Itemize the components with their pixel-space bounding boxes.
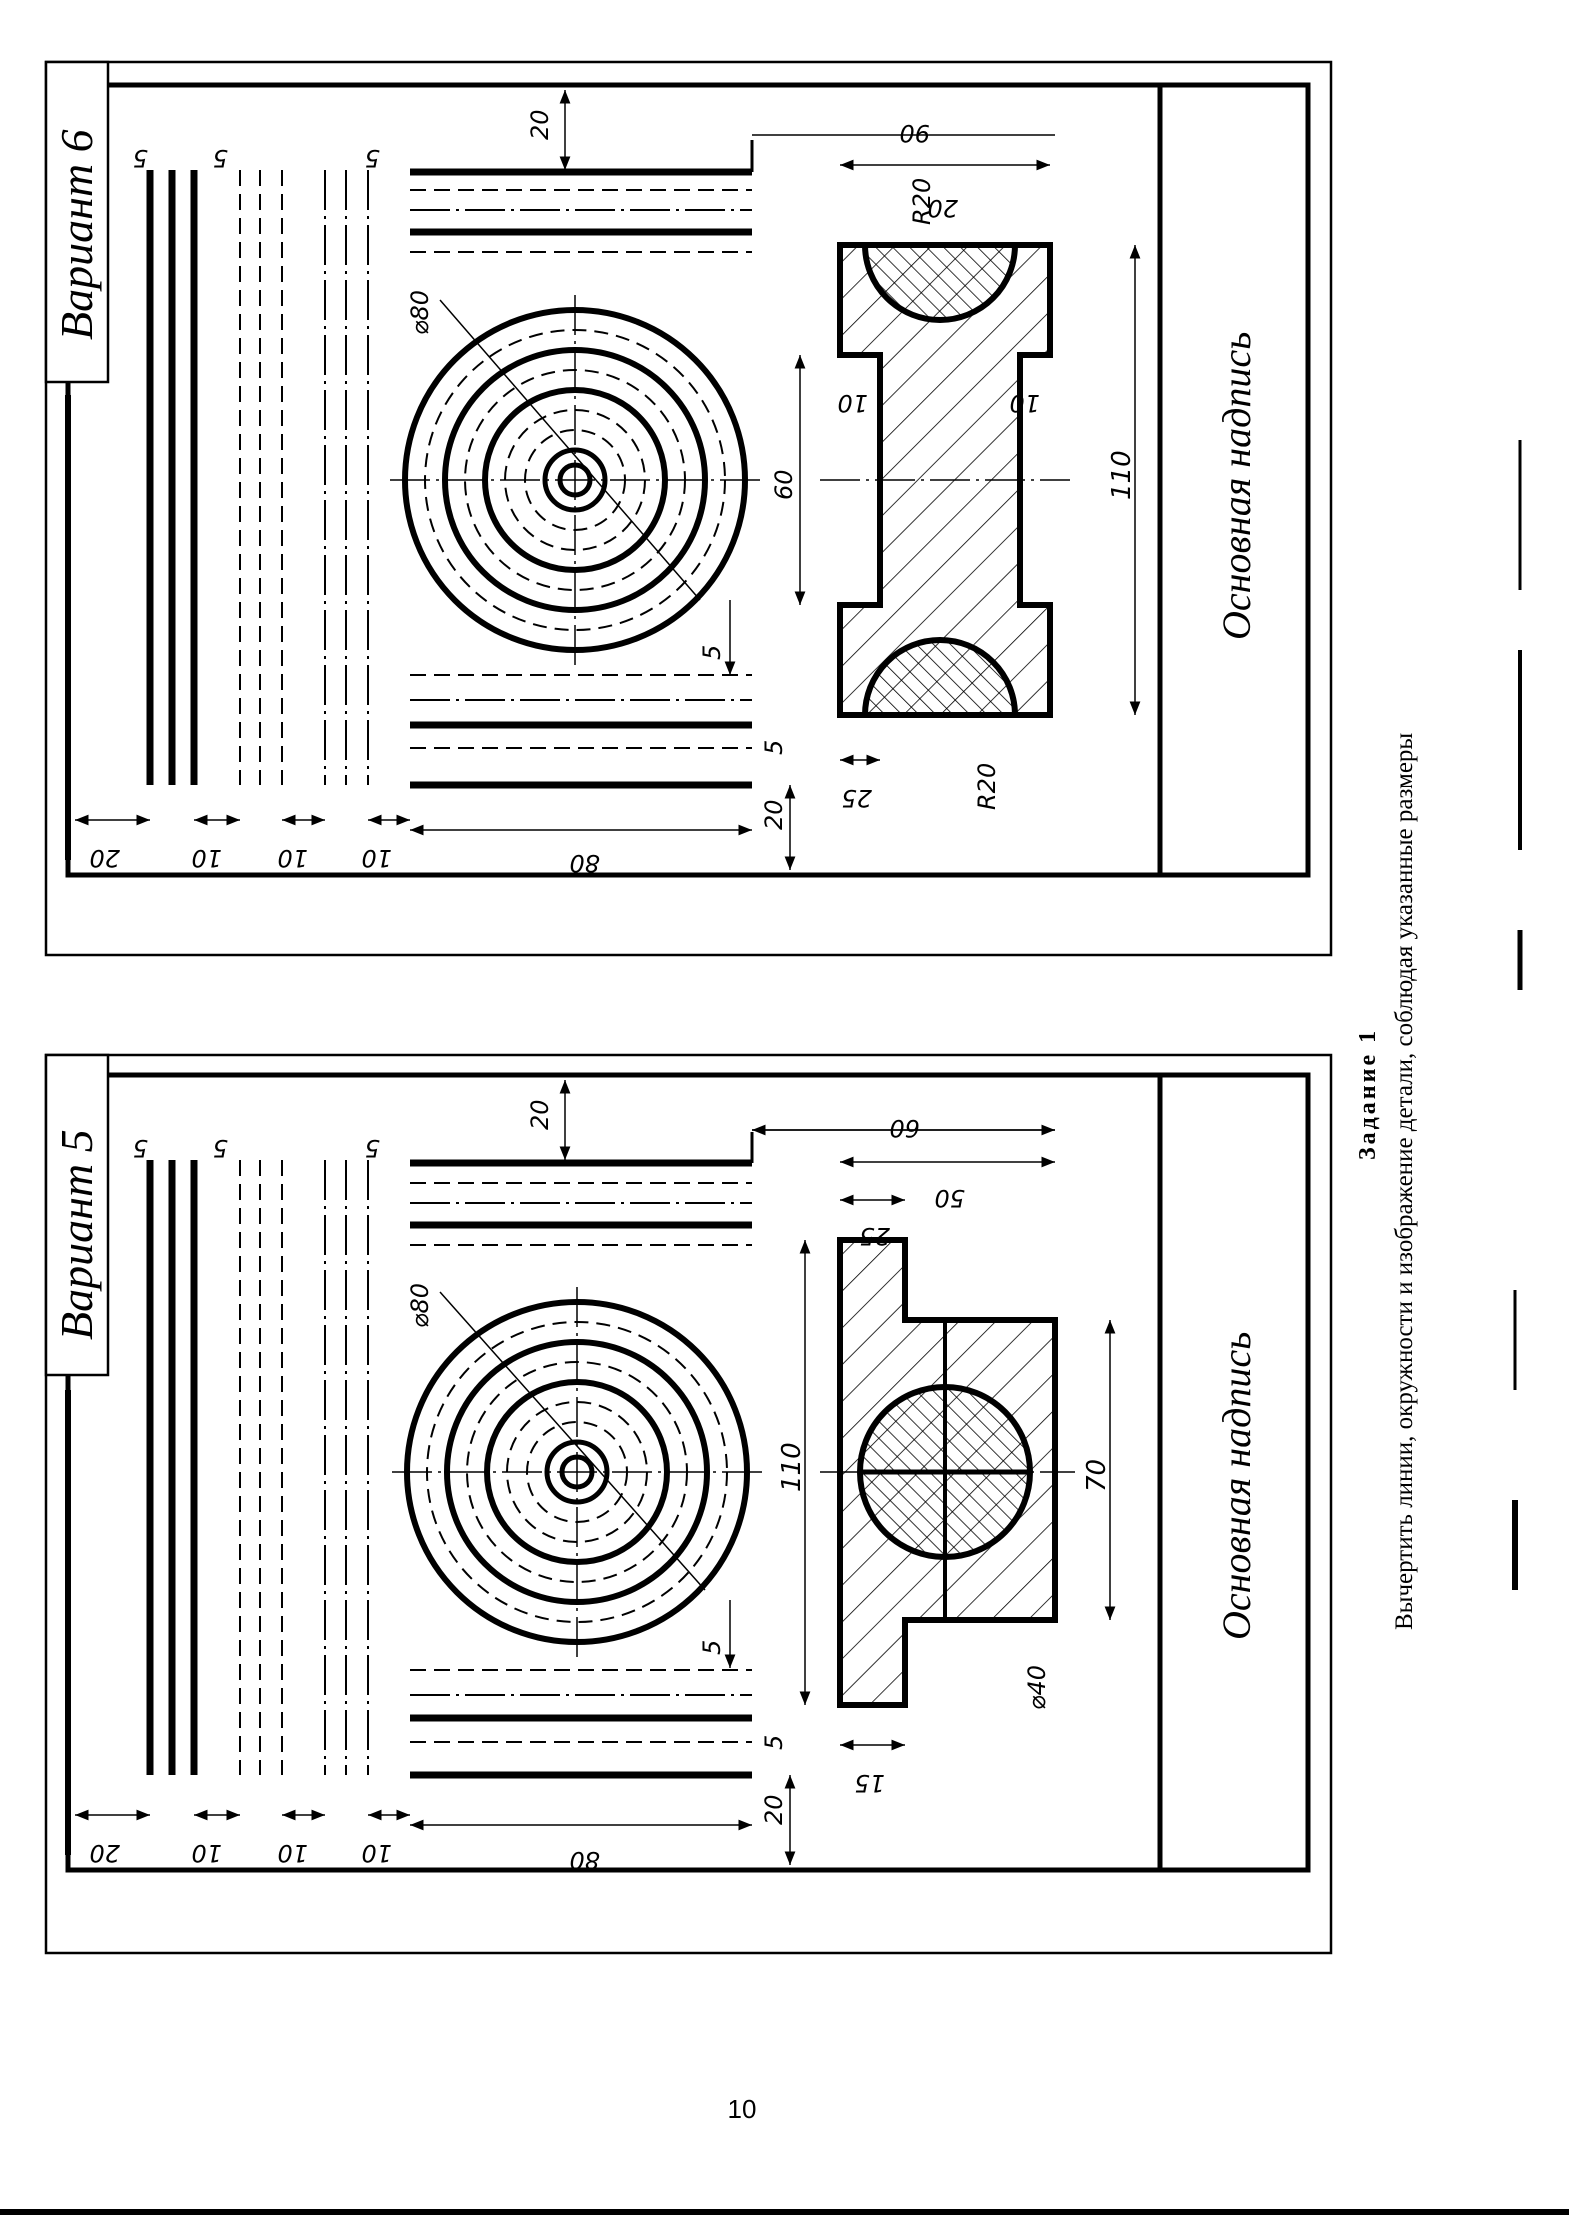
dim-label: 5 [132,1134,148,1162]
horizontal-line-samples [410,1132,752,1775]
dim-label: 5 [364,1134,380,1162]
dim-label: 5 [364,144,380,172]
dim-label: 10 [361,844,392,872]
dim-label: 80 [569,1846,600,1874]
dim-label: 60 [889,1114,920,1142]
line-samples [150,1160,368,1775]
dim-label: 80 [569,849,600,877]
dim-label: 5 [698,1639,726,1655]
variant-5-sheet [46,1055,1331,1953]
title-block-text: Основная надпись [1214,1331,1259,1640]
task-text: Вычертить линии, окружности и изображение детали, соблюдая указанные размеры [1391,732,1418,1630]
task-caption [1355,733,1418,1630]
dim-label: 10 [277,844,308,872]
dim-label: 60 [770,469,798,500]
dim-label: 10 [361,1839,392,1867]
dim-label: 20 [526,109,554,140]
scan-artifacts [1515,440,1520,1590]
circle-diameter-label: ⌀80 [406,1283,434,1328]
part-section [820,1240,1075,1705]
dim-label: 15 [854,1769,885,1797]
dim-label: 110 [777,1442,807,1492]
dim-label: 110 [1107,450,1137,500]
sheet-outer-border [46,62,1331,955]
dim-label: 20 [89,844,120,872]
line-samples [150,170,368,785]
dim-label: R20 [908,177,936,225]
dim-label: 50 [934,1184,965,1212]
part-section [820,245,1070,715]
task-heading: Задание 1 [1355,1027,1381,1160]
dim-label: 5 [212,144,228,172]
dim-label: 5 [760,739,788,755]
dim-label: 20 [89,1839,120,1867]
dim-label: 5 [212,1134,228,1162]
dim-label: 10 [191,844,222,872]
dim-label: 5 [698,644,726,660]
title-block-text: Основная надпись [1214,331,1259,640]
dim-label: 70 [1082,1458,1112,1492]
dim-label: ⌀40 [1023,1665,1051,1710]
dim-label: 10 [191,1839,222,1867]
concentric-circles [390,295,760,665]
page-number: 10 [727,2094,757,2124]
dim-label: 10 [277,1839,308,1867]
dim-label: 25 [859,1222,890,1250]
dim-label: 20 [760,799,788,830]
dim-label: 20 [760,1794,788,1825]
dim-label: 20 [526,1099,554,1130]
variant-title: Вариант 6 [51,129,102,340]
dim-label: 90 [899,119,930,147]
dim-label: 5 [132,144,148,172]
variant-title: Вариант 5 [51,1129,102,1340]
dim-label: 10 [1009,389,1040,417]
dim-label: 10 [837,389,868,417]
dim-label: 20 [927,194,958,222]
dim-label: 5 [760,1734,788,1750]
dim-label: 25 [841,784,872,812]
dim-label: R20 [973,762,1001,810]
sheet-outer-border [46,1055,1331,1953]
circle-diameter-label: ⌀80 [406,290,434,335]
variant-6-sheet [46,62,1331,955]
concentric-circles [392,1287,762,1657]
